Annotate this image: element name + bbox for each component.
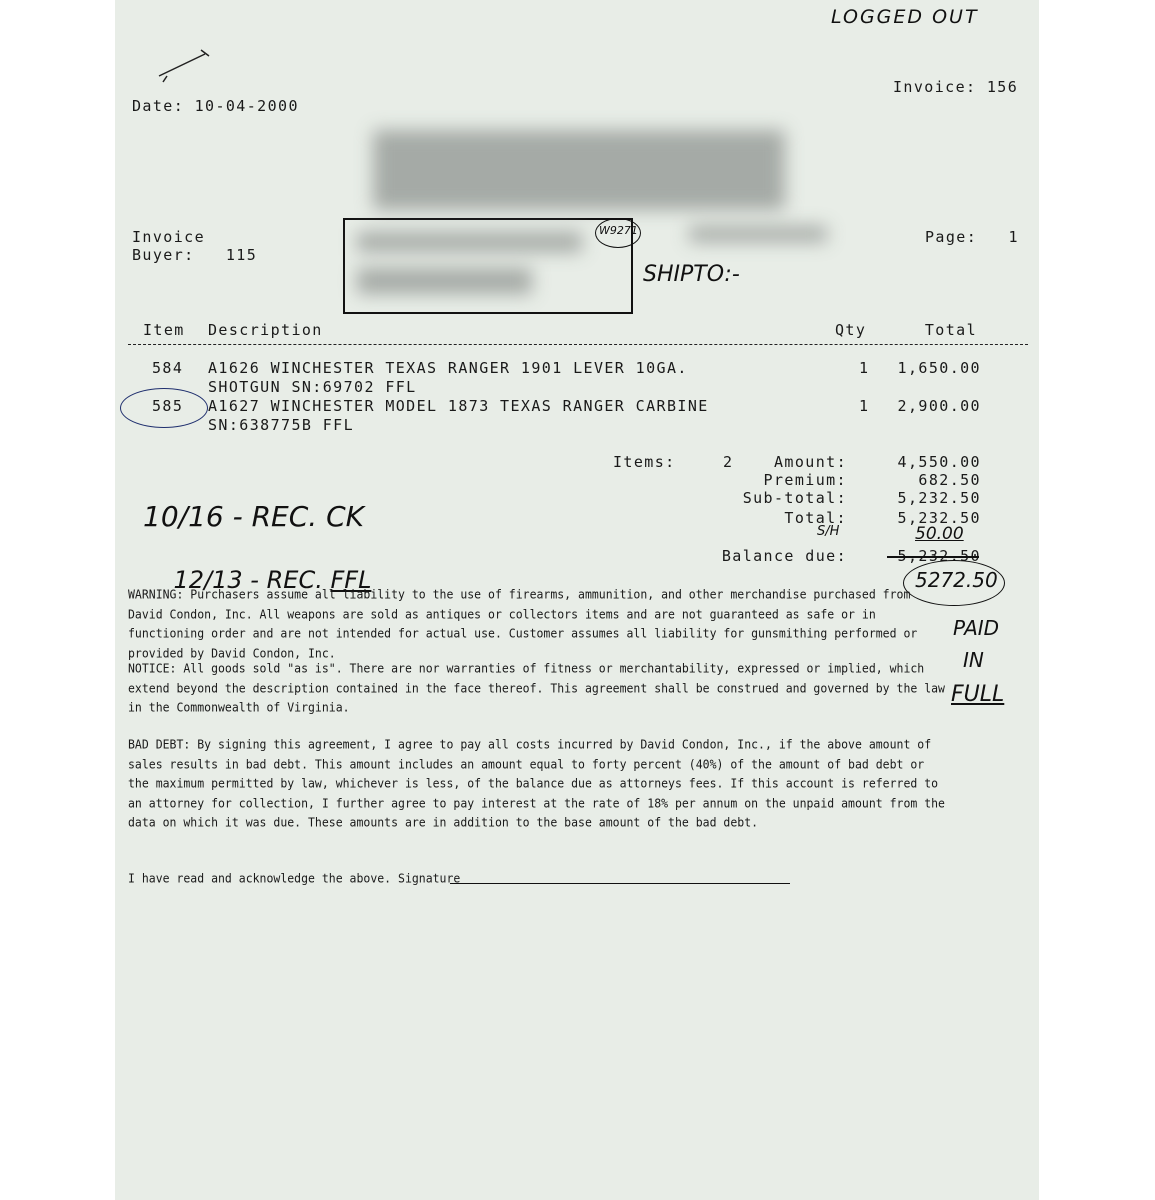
paid-note: PAID: [953, 616, 1000, 640]
item-qty: 1: [859, 359, 870, 377]
col-total-header: Total: [924, 321, 977, 339]
col-item-header: Item: [143, 321, 185, 339]
redacted-company-block: [373, 130, 785, 210]
bad-debt-paragraph: [128, 735, 948, 832]
full-note: FULL: [951, 682, 1005, 707]
item-description: A1627 WINCHESTER MODEL 1873 TEXAS RANGER CARBINE: [208, 397, 709, 415]
shipping-value: 50.00: [915, 524, 964, 544]
item-description-cont: SHOTGUN SN:69702 FFL: [208, 378, 417, 396]
subtotal-value: 5,232.50: [897, 489, 981, 507]
item-description-cont: SN:638775B FFL: [208, 416, 355, 434]
subtotal-label: Sub-total:: [742, 489, 847, 507]
amount-value: 4,550.00: [897, 453, 981, 471]
warning-paragraph: [128, 585, 948, 663]
item-qty: 1: [859, 397, 870, 415]
balance-strikethrough: [887, 556, 979, 558]
ship-to-box: [343, 218, 633, 314]
received-ffl-prefix: 12/13 - REC.: [173, 566, 331, 594]
received-ffl-word: FFL: [330, 566, 372, 594]
balance-label: Balance due:: [721, 547, 847, 565]
page-number: Page: 1: [925, 228, 1019, 246]
shipping-label: S/H: [817, 524, 840, 539]
items-label: Items:: [613, 453, 676, 471]
logged-out-note: LOGGED OUT: [831, 6, 979, 28]
notice-paragraph: [128, 659, 948, 717]
new-balance-value: 5272.50: [915, 568, 998, 592]
total-label: Total:: [784, 509, 847, 527]
items-count: 2: [723, 453, 734, 471]
redacted-address: [357, 268, 532, 294]
signature-field[interactable]: [450, 883, 790, 884]
invoice-label: Invoice: [132, 228, 206, 246]
invoice-number: Invoice: 156: [893, 78, 1019, 96]
header-rule: [128, 344, 1028, 345]
amount-label: Amount:: [773, 453, 847, 471]
item-total: 2,900.00: [897, 397, 981, 415]
redacted-account: [689, 226, 827, 242]
premium-label: Premium:: [763, 471, 847, 489]
bad-debt-text: BAD DEBT: By signing this agreement, I agree to pay all costs incurred by David Condon, Inc., if the above amount of sales results in bad debt. This amount includes an amount equal to forty percent (40%) of the amount of bad debt or the maximum permitted by law, whichever is less, of the balance due as attorneys fees. If this account is referred to an attorney for collection, I further agree to pay interest at the rate of 18% per annum on the unpaid amount from the data on which it was due. These amounts are in addition to the base amount of the bad debt.: [128, 737, 945, 830]
col-qty-header: Qty: [835, 321, 867, 339]
ship-code: W9271: [599, 224, 638, 237]
signature-label: I have read and acknowledge the above. Signature: [128, 871, 461, 886]
item-description: A1626 WINCHESTER TEXAS RANGER 1901 LEVER 10GA.: [208, 359, 688, 377]
col-description-header: Description: [208, 321, 323, 339]
signature-line: [128, 869, 948, 888]
redacted-address: [357, 232, 582, 252]
invoice-page: [115, 0, 1039, 1200]
ship-to-note: SHIPTO:-: [643, 262, 740, 287]
item-number: 584: [152, 359, 184, 377]
invoice-date: Date: 10-04-2000: [132, 97, 299, 115]
item-number: 585: [152, 397, 184, 415]
warning-text: WARNING: Purchasers assume all liability to the use of firearms, ammunition, and other merchandise purchased from David Condon, Inc. All weapons are sold as antiques or collectors items and are not guaranteed as safe or in functioning order and are not intended for actual use. Customer assumes all liability for gunsmithing performed or provided by David Condon, Inc.: [128, 587, 918, 661]
buyer-number: Buyer: 115: [132, 246, 258, 264]
received-check-note: 10/16 - REC. CK: [143, 500, 365, 533]
pen-mark-icon: [153, 46, 223, 86]
total-value: 5,232.50: [897, 509, 981, 527]
balance-value-struck: 5,232.50: [897, 547, 981, 565]
item-total: 1,650.00: [897, 359, 981, 377]
in-note: IN: [963, 648, 984, 672]
notice-text: NOTICE: All goods sold "as is". There are nor warranties of fitness or merchantability, expressed or implied, which extend beyond the description contained in the face thereof. This agreement shall be construed and governed by the law in the Commonwealth of Virginia.: [128, 661, 945, 715]
premium-value: 682.50: [918, 471, 981, 489]
